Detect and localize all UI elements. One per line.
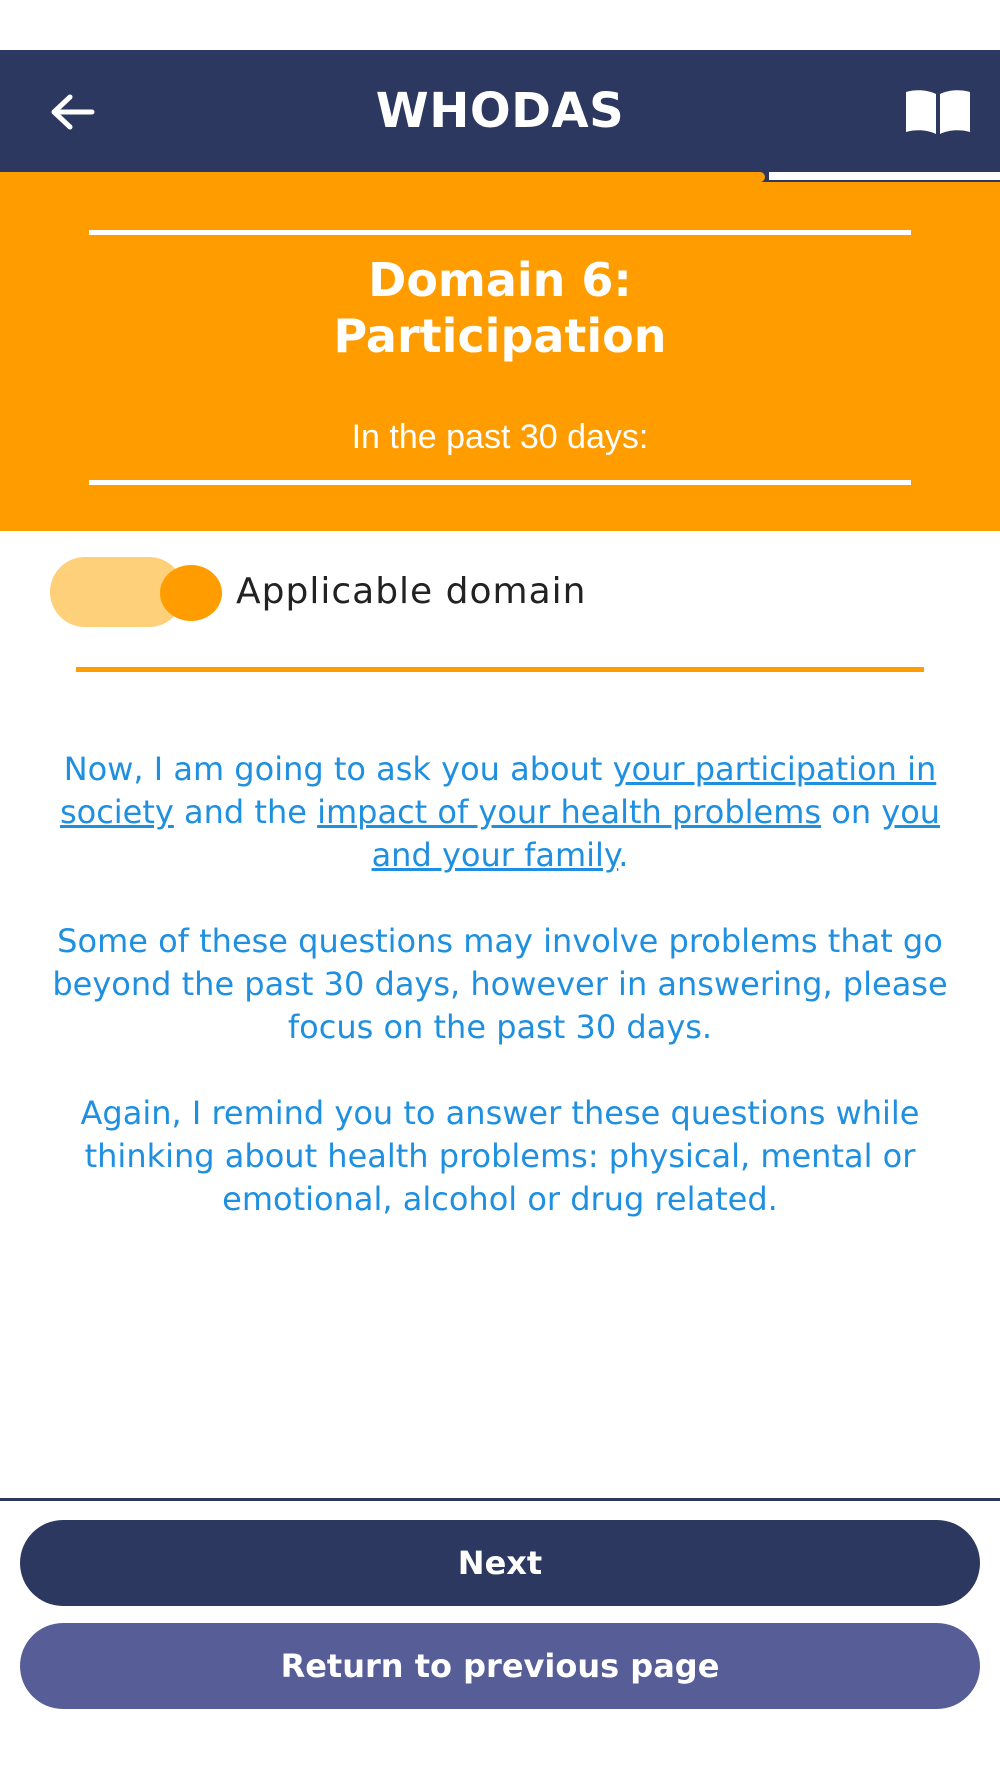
intro-paragraph-3: Again, I remind you to answer these questions while thinking about health problems: physical, mental or emotional, alcohol or drug related. — [80, 1094, 920, 1218]
intro-text-part: . — [618, 836, 629, 874]
intro-text-part: on — [821, 793, 882, 831]
intro-text-part: Now, I am going to ask you about — [63, 750, 613, 788]
book-open-icon — [902, 88, 974, 136]
domain-title — [0, 252, 1000, 364]
arrow-left-icon — [48, 92, 96, 132]
section-divider — [76, 667, 924, 672]
manual-button[interactable] — [900, 80, 976, 144]
intro-text-part: and the — [173, 793, 318, 831]
footer-divider — [0, 1498, 1000, 1501]
toggle-knob — [160, 565, 222, 621]
progress-bar-fill — [0, 172, 765, 182]
intro-paragraph-2: Some of these questions may involve problems that go beyond the past 30 days, however in answering, please focus on the past 30 days. — [52, 922, 948, 1046]
applicable-domain-row — [0, 555, 1000, 629]
domain-title-line1: Domain 6: — [368, 253, 632, 307]
progress-bar-remaining — [769, 172, 1000, 180]
domain-subtitle: In the past 30 days: — [351, 418, 649, 456]
intro-text — [30, 748, 970, 1264]
applicable-domain-toggle[interactable] — [50, 557, 184, 627]
link-you-and-your-family[interactable]: you and your family — [371, 793, 941, 874]
banner-rule-bottom — [89, 480, 911, 485]
domain-banner — [0, 182, 1000, 531]
banner-rule-top — [89, 230, 911, 235]
return-to-previous-page-button[interactable]: Return to previous page — [20, 1623, 980, 1709]
domain-title-line2: Participation — [333, 309, 667, 363]
applicable-domain-label: Applicable domain — [236, 571, 587, 612]
intro-paragraph-1 — [30, 748, 970, 877]
app-title: WHODAS — [375, 83, 625, 139]
link-participation-in-society[interactable]: your participation in society — [59, 750, 937, 831]
next-button[interactable]: Next — [20, 1520, 980, 1606]
link-impact-of-health-problems[interactable]: impact of your health problems — [317, 793, 822, 831]
app-bar — [0, 50, 1000, 172]
back-button[interactable] — [40, 80, 104, 144]
